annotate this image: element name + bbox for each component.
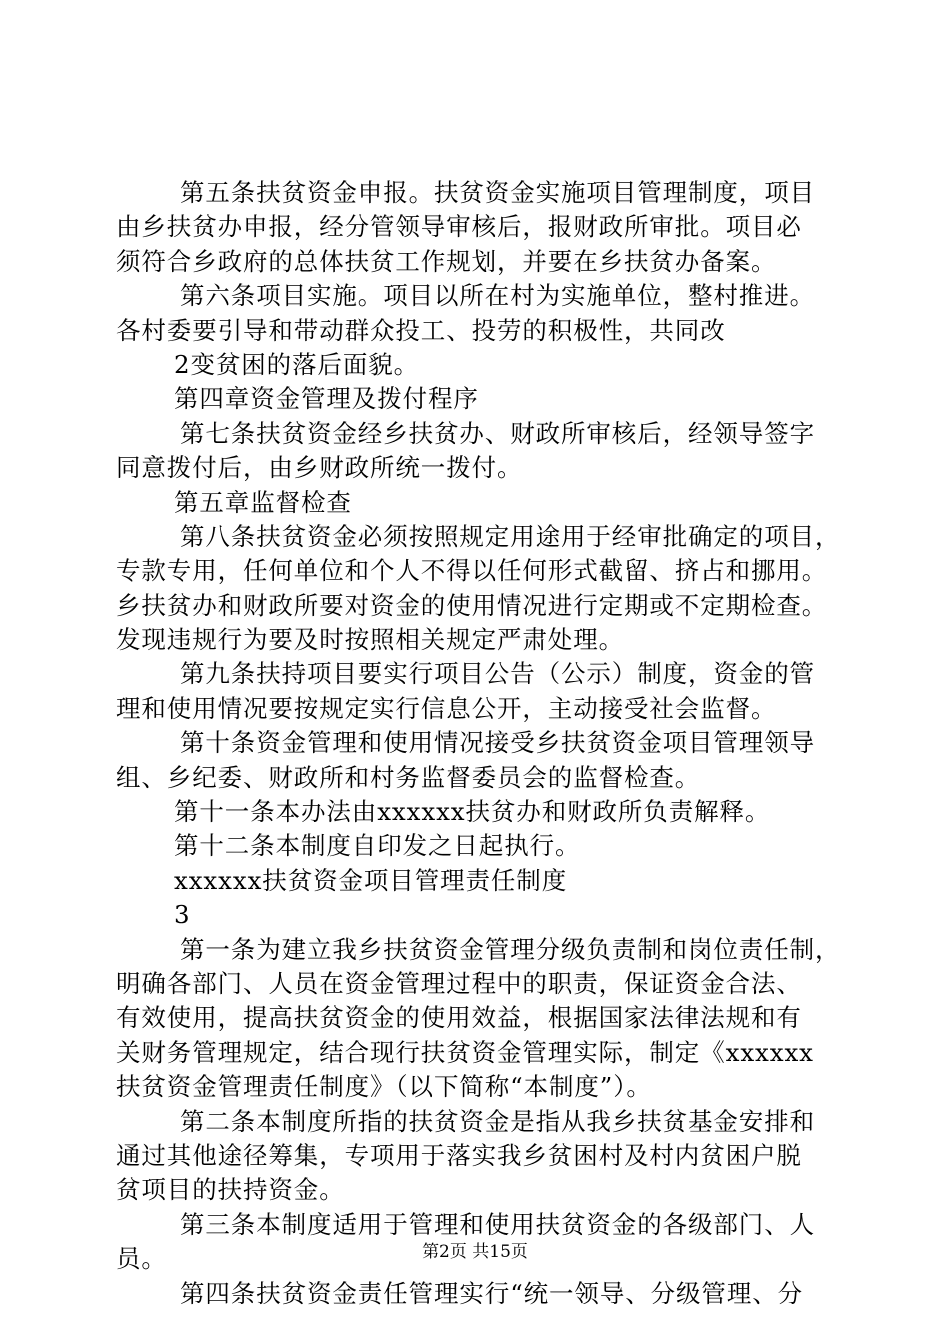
paragraph-line: 通过其他途径筹集，专项用于落实我乡贫困村及村内贫困户脱	[116, 1140, 802, 1170]
paragraph-line: 专款专用，任何单位和个人不得以任何形式截留、挤占和挪用。	[116, 556, 828, 586]
paragraph-line: 扶贫资金管理责任制度》（以下简称“本制度”）。	[116, 1072, 652, 1102]
paragraph-line: 明确各部门、人员在资金管理过程中的职责，保证资金合法、	[116, 968, 802, 998]
paragraph-line: 第三条本制度适用于管理和使用扶贫资金的各级部门、人	[180, 1209, 815, 1239]
paragraph-line: 第二条本制度所指的扶贫资金是指从我乡扶贫基金安排和	[180, 1106, 815, 1136]
chapter-heading: 第五章监督检查	[174, 487, 352, 517]
paragraph-line: 第六条项目实施。项目以所在村为实施单位，整村推进。	[180, 281, 815, 311]
paragraph-line: 第七条扶贫资金经乡扶贫办、财政所审核后，经领导签字	[180, 418, 815, 448]
paragraph-line: 关财务管理规定，结合现行扶贫资金管理实际，制定《xxxxxx	[116, 1037, 814, 1067]
paragraph-line: 第一条为建立我乡扶贫资金管理分级负责制和岗位责任制，	[180, 934, 841, 964]
paragraph-line: 同意拨付后，由乡财政所统一拨付。	[116, 453, 523, 483]
paragraph-line: 员。	[116, 1244, 167, 1274]
paragraph-line: 由乡扶贫办申报，经分管领导审核后，报财政所审批。项目必	[116, 212, 802, 242]
paragraph-line: 第八条扶贫资金必须按照规定用途用于经审批确定的项目，	[180, 521, 841, 551]
paragraph-line: 第五条扶贫资金申报。扶贫资金实施项目管理制度，项目	[180, 178, 815, 207]
paragraph-line: 第九条扶持项目要实行项目公告（公示）制度，资金的管	[180, 659, 815, 689]
paragraph-line: 2变贫困的落后面貌。	[174, 349, 420, 379]
paragraph-line: 乡扶贫办和财政所要对资金的使用情况进行定期或不定期检查。	[116, 590, 828, 620]
paragraph-line: 须符合乡政府的总体扶贫工作规划，并要在乡扶贫办备案。	[116, 246, 777, 276]
paragraph-line: 第四条扶贫资金责任管理实行“统一领导、分级管理、分	[180, 1278, 804, 1308]
chapter-heading: 第四章资金管理及拨付程序	[174, 384, 479, 414]
paragraph-line: 组、乡纪委、财政所和村务监督委员会的监督检查。	[116, 762, 701, 792]
paragraph-line: 贫项目的扶持资金。	[116, 1175, 345, 1205]
paragraph-line: 第十条资金管理和使用情况接受乡扶贫资金项目管理领导	[180, 728, 815, 758]
paragraph-line: 第十二条本制度自印发之日起执行。	[174, 831, 581, 861]
paragraph-line: 有效使用，提高扶贫资金的使用效益，根据国家法律法规和有	[116, 1003, 802, 1033]
paragraph-line: 各村委要引导和带动群众投工、投劳的积极性，共同改	[116, 315, 726, 345]
page-footer: 第2页 共15页	[422, 1242, 528, 1262]
section-title: xxxxxx扶贫资金项目管理责任制度	[174, 865, 568, 895]
page-number-marker: 3	[174, 900, 191, 930]
document-body	[116, 176, 841, 1311]
paragraph-line: 理和使用情况要按规定实行信息公开，主动接受社会监督。	[116, 693, 777, 723]
paragraph-line: 发现违规行为要及时按照相关规定严肃处理。	[116, 625, 624, 655]
paragraph-line: 第十一条本办法由xxxxxx扶贫办和财政所负责解释。	[174, 797, 771, 827]
